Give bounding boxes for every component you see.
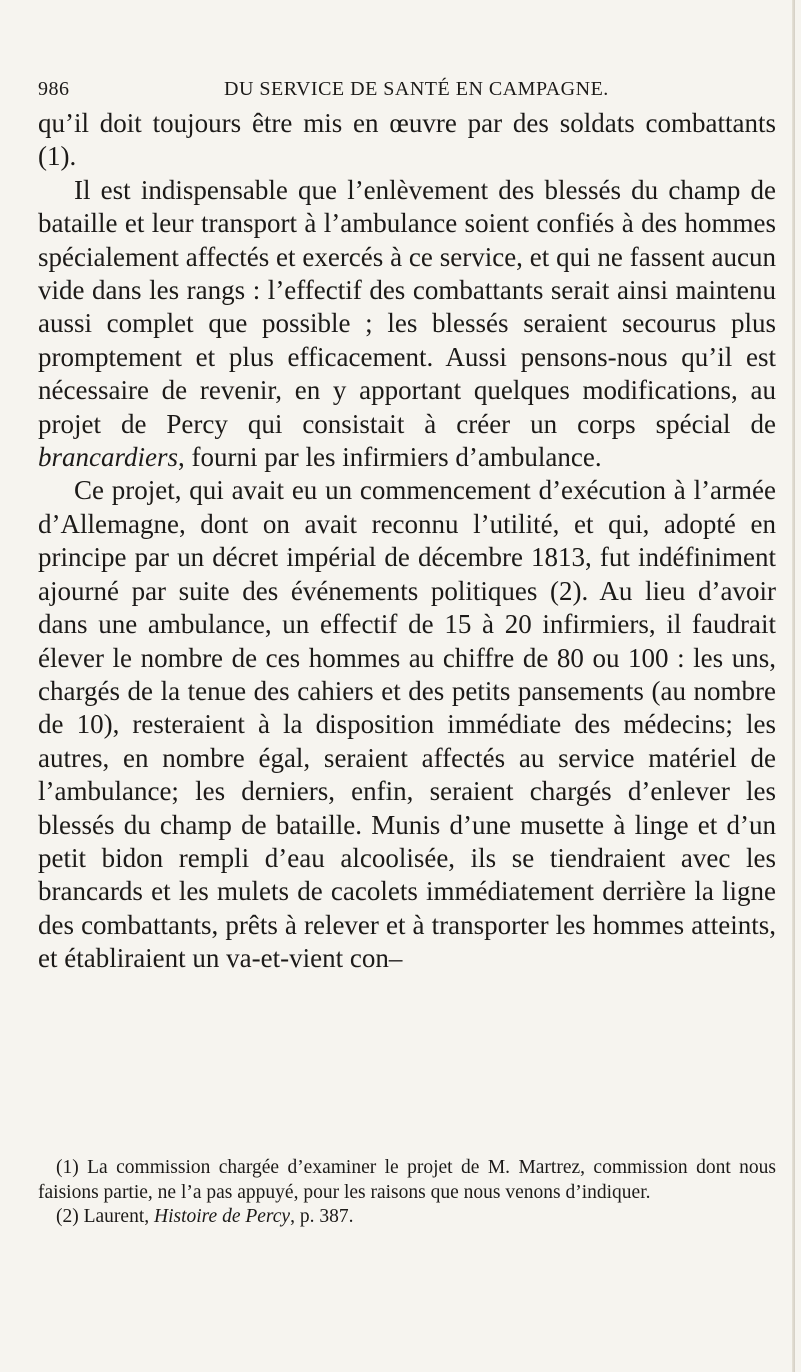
paragraph-1-text: qu’il doit toujours être mis en œuvre par des soldats combattants (1). <box>38 108 776 172</box>
footnote-2-suffix: , p. 387. <box>290 1206 354 1227</box>
footnote-2-title: Histoire de Percy <box>154 1206 291 1227</box>
running-title: DU SERVICE DE SANTÉ EN CAMPAGNE. <box>224 78 609 100</box>
footnotes <box>38 1156 776 1230</box>
footnote-2 <box>38 1205 776 1230</box>
footnote-1 <box>38 1156 776 1205</box>
page-edge <box>792 0 795 1372</box>
paragraph-3-text: Ce projet, qui avait eu un commencement d’exécution à l’armée d’Allemagne, dont on avait reconnu l’utilité, et qui, adopté en principe par un décret impérial de décembre 1813, fut indéfiniment ajourné par suite des événements politiques (2). Au lieu d’avoir dans une ambulance, un effectif de 15 à 20 infirmiers, il faudrait élever le nombre de ces hommes au chiffre de 80 ou 100 : les uns, chargés de la tenue des cahiers et des petits pansements (au nombre de 10), resteraient à la disposition immédiate des médecins; les autres, en nombre égal, seraient affectés au service matériel de l’ambulance; les derniers, enfin, seraient chargés d’enlever les blessés du champ de bataille. Munis d’une musette à linge et d’un petit bidon rempli d’eau alcoolisée, ils se tiendraient avec les brancards et les mulets de cacolets immédiatement derrière la ligne des combattants, prêts à relever et à transporter les hommes atteints, et établiraient un va-et-vient con– <box>38 475 776 974</box>
paragraph-2-text: Il est indispensable que l’enlèvement des blessés du champ de bataille et leur transport à l’ambulance soient confiés à des hommes spécialement affectés et exercés à ce service, et qui ne fassent aucun vide dans les rangs : l’effectif des combattants serait ainsi maintenu aussi complet que possible ; les blessés seraient secourus plus promptement et plus efficacement. Aussi pensons-nous qu’il est nécessaire de revenir, en y apportant quelques modifications, au projet de Percy qui consistait à créer un corps spécial de <box>38 174 776 439</box>
paragraph-3 <box>38 474 776 975</box>
paragraph-2-end: , fourni par les infirmiers d’ambulance. <box>178 442 602 473</box>
italic-term: brancardiers <box>38 442 178 473</box>
footnote-1-text: (1) La commission chargée d’examiner le projet de M. Martrez, commission dont nous faisions partie, ne l’a pas appuyé, pour les raisons que nous venons d’indiquer. <box>38 1157 776 1203</box>
paragraph-2 <box>38 174 776 475</box>
paragraph-1 <box>38 107 776 174</box>
footnote-2-prefix: (2) Laurent, <box>56 1206 150 1227</box>
page-number: 986 <box>38 78 70 100</box>
running-header <box>38 78 782 104</box>
main-text <box>38 107 776 976</box>
